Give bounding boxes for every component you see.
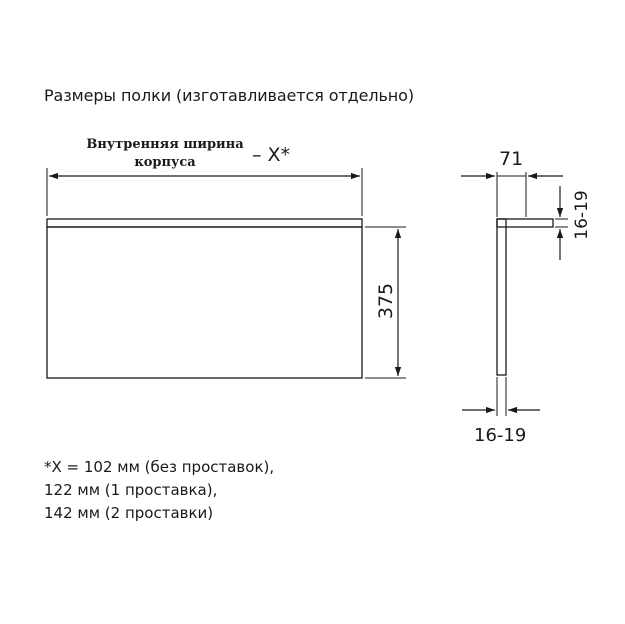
- side-right-dimension: [555, 186, 568, 260]
- side-right-dimension-value: 16-19: [572, 190, 592, 240]
- footnote-line: 122 мм (1 проставка),: [44, 481, 218, 499]
- shelf-lip: [47, 219, 362, 227]
- shelf-side-profile: [497, 219, 553, 375]
- shelf-panel: [47, 227, 362, 378]
- footnote-line: 142 мм (2 проставки): [44, 504, 214, 522]
- shelf-front-view: [47, 219, 362, 378]
- inner-width-label-line2: корпуса: [134, 155, 196, 170]
- inner-width-label-line1: Внутренняя ширина: [86, 137, 244, 152]
- footnotes: [44, 456, 274, 525]
- width-dimension: [47, 168, 362, 216]
- side-bottom-dimension-value: 16-19: [474, 425, 527, 446]
- inner-width-suffix: – X*: [252, 144, 291, 166]
- footnote-line: *X = 102 мм (без проставок),: [44, 458, 275, 476]
- height-dimension-value: 375: [375, 282, 397, 320]
- profile-vertical-leg: [497, 219, 506, 375]
- side-top-dimension: [461, 172, 563, 217]
- side-top-dimension-value: 71: [499, 148, 524, 170]
- side-bottom-dimension: [462, 377, 540, 416]
- drawing-title: Размеры полки (изготавливается отдельно): [44, 86, 414, 105]
